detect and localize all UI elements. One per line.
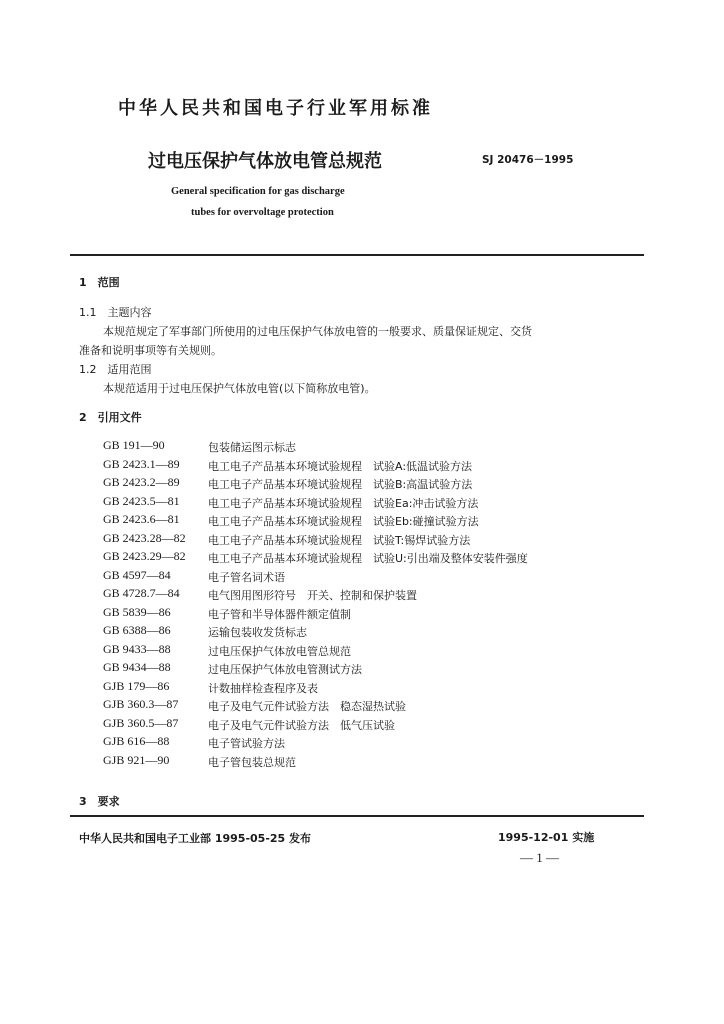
- reference-title: 电工电子产品基本环境试验规程 试验U:引出端及整体安装件强度: [208, 552, 528, 565]
- issue-date: 中华人民共和国电子工业部 1995-05-25 发布: [79, 832, 312, 845]
- english-title-line-1: General specification for gas discharge: [171, 186, 345, 197]
- reference-title: 计数抽样检查程序及表: [208, 681, 318, 695]
- section-1-1-text-line-2: 准备和说明事项等有关规则。: [79, 344, 222, 357]
- reference-code: GJB 921—90: [103, 752, 170, 767]
- reference-code: GJB 616—88: [103, 734, 170, 748]
- reference-code: GB 191—90: [103, 438, 165, 452]
- reference-title: 电子管试验方法: [208, 737, 285, 750]
- reference-title: 电子管和半导体器件额定值制: [208, 607, 351, 621]
- standard-code: SJ 20476－1995: [482, 154, 574, 166]
- reference-code: GB 2423.6—81: [103, 512, 180, 526]
- reference-title: 包装储运图示标志: [208, 441, 296, 454]
- reference-code: GB 2423.29—82: [103, 549, 186, 563]
- reference-code: GJB 179—86: [103, 678, 170, 693]
- section-1-heading: 1 范围: [79, 276, 120, 289]
- industry-standard-heading: 中华人民共和国电子行业军用标准: [118, 98, 433, 119]
- section-1-1-text-line-1: 本规范规定了军事部门所使用的过电压保护气体放电管的一般要求、质量保证规定、交货: [103, 325, 532, 338]
- document-title: 过电压保护气体放电管总规范: [148, 151, 382, 172]
- reference-title: 电工电子产品基本环境试验规程 试验Ea:冲击试验方法: [208, 496, 479, 510]
- reference-code: GB 4728.7—84: [103, 586, 180, 600]
- reference-code: GB 9433—88: [103, 641, 171, 656]
- reference-title: 电工电子产品基本环境试验规程 试验Eb:碰撞试验方法: [208, 515, 479, 528]
- reference-title: 过电压保护气体放电管测试方法: [208, 663, 362, 676]
- reference-code: GB 2423.2—89: [103, 475, 180, 489]
- page-number: — 1 —: [520, 850, 559, 865]
- reference-title: 电工电子产品基本环境试验规程 试验B:高温试验方法: [208, 478, 473, 491]
- reference-title: 电工电子产品基本环境试验规程 试验A:低温试验方法: [208, 459, 473, 473]
- reference-code: GB 5839—86: [103, 604, 171, 619]
- reference-code: GB 2423.28—82: [103, 530, 186, 545]
- reference-title: 电子及电气元件试验方法 稳态湿热试验: [208, 700, 406, 713]
- header-divider: [70, 254, 644, 256]
- reference-title: 电工电子产品基本环境试验规程 试验T:锡焊试验方法: [208, 533, 471, 547]
- english-title-line-2: tubes for overvoltage protection: [191, 207, 334, 218]
- reference-code: GB 6388—86: [103, 623, 171, 637]
- implementation-date: 1995-12-01 实施: [498, 831, 595, 844]
- reference-title: 运输包装收发货标志: [208, 626, 307, 639]
- reference-code: GB 9434—88: [103, 660, 171, 674]
- reference-title: 电子管名词术语: [208, 570, 285, 584]
- reference-title: 电子及电气元件试验方法 低气压试验: [208, 718, 395, 732]
- section-3-heading: 3 要求: [79, 795, 120, 808]
- reference-title: 过电压保护气体放电管总规范: [208, 644, 351, 658]
- section-2-heading: 2 引用文件: [79, 411, 142, 424]
- reference-code: GB 2423.5—81: [103, 493, 180, 508]
- section-1-2-text: 本规范适用于过电压保护气体放电管(以下简称放电管)。: [103, 382, 376, 395]
- footer-divider: [70, 815, 644, 817]
- section-1-2-heading: 1.2 适用范围: [79, 363, 152, 376]
- section-1-1-heading: 1.1 主题内容: [79, 306, 152, 319]
- reference-code: GJB 360.3—87: [103, 697, 179, 711]
- reference-title: 电子管包装总规范: [208, 755, 296, 769]
- reference-code: GB 2423.1—89: [103, 456, 180, 471]
- reference-title: 电气图用图形符号 开关、控制和保护装置: [208, 589, 417, 602]
- reference-code: GB 4597—84: [103, 567, 171, 582]
- reference-code: GJB 360.5—87: [103, 715, 179, 730]
